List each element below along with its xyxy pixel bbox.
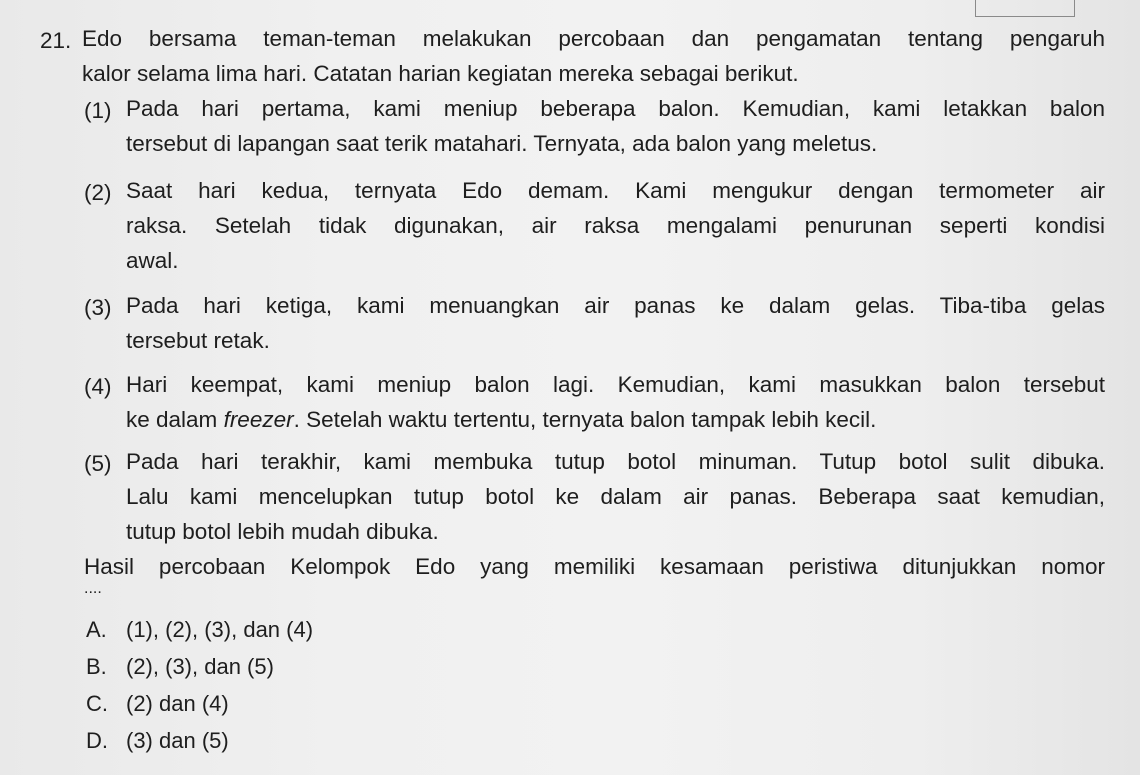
item-4-line-2-em: freezer [223, 407, 294, 432]
item-3-line-1: Pada hari ketiga, kami menuangkan air panas ke dalam gelas. Tiba-tiba gelas [126, 293, 1105, 318]
option-a-text: (1), (2), (3), dan (4) [126, 617, 314, 642]
item-1-line-1: Pada hari pertama, kami meniup beberapa balon. Kemudian, kami letakkan balon [126, 96, 1105, 121]
option-c-text: (2) dan (4) [126, 691, 229, 716]
prompt-ellipsis: .... [84, 580, 102, 597]
prompt-line-1: Hasil percobaan Kelompok Edo yang memiliki kesamaan peristiwa ditunjukkan nomor [84, 554, 1105, 579]
item-2-line-2: raksa. Setelah tidak digunakan, air raksa mengalami penurunan seperti kondisi [126, 213, 1105, 238]
item-number-2: (2) [84, 180, 112, 205]
option-a-letter: A. [86, 617, 107, 642]
item-number-4: (4) [84, 374, 112, 399]
option-d-letter: D. [86, 728, 108, 753]
item-4-line-2-post: . Setelah waktu tertentu, ternyata balon tampak lebih kecil. [293, 407, 877, 432]
item-number-3: (3) [84, 295, 112, 320]
option-d[interactable] [86, 728, 229, 754]
option-c[interactable] [86, 691, 229, 717]
item-4-line-1: Hari keempat, kami meniup balon lagi. Kemudian, kami masukkan balon tersebut [126, 372, 1105, 397]
option-b[interactable] [86, 654, 274, 680]
item-3-line-2: tersebut retak. [126, 328, 270, 353]
item-2-line-3: awal. [126, 248, 179, 273]
item-4-line-2-pre: ke dalam [126, 407, 224, 432]
answer-box [975, 0, 1075, 17]
question-stem-line-2: kalor selama lima hari. Catatan harian kegiatan mereka sebagai berikut. [82, 61, 799, 86]
question-number: 21. [40, 28, 72, 53]
item-1-line-2: tersebut di lapangan saat terik matahari. Ternyata, ada balon yang meletus. [126, 131, 878, 156]
item-5-line-1: Pada hari terakhir, kami membuka tutup botol minuman. Tutup botol sulit dibuka. [126, 449, 1105, 474]
item-5-line-3: tutup botol lebih mudah dibuka. [126, 519, 439, 544]
item-4-line-2 [126, 409, 876, 432]
item-2-line-1: Saat hari kedua, ternyata Edo demam. Kami mengukur dengan termometer air [126, 178, 1105, 203]
item-number-1: (1) [84, 98, 112, 123]
option-d-text: (3) dan (5) [126, 728, 229, 753]
option-b-text: (2), (3), dan (5) [126, 654, 274, 679]
item-number-5: (5) [84, 451, 112, 476]
option-a[interactable] [86, 617, 313, 643]
question-stem-line-1: Edo bersama teman-teman melakukan percobaan dan pengamatan tentang pengaruh [82, 26, 1105, 51]
option-c-letter: C. [86, 691, 108, 716]
option-b-letter: B. [86, 654, 107, 679]
item-5-line-2: Lalu kami mencelupkan tutup botol ke dalam air panas. Beberapa saat kemudian, [126, 484, 1105, 509]
